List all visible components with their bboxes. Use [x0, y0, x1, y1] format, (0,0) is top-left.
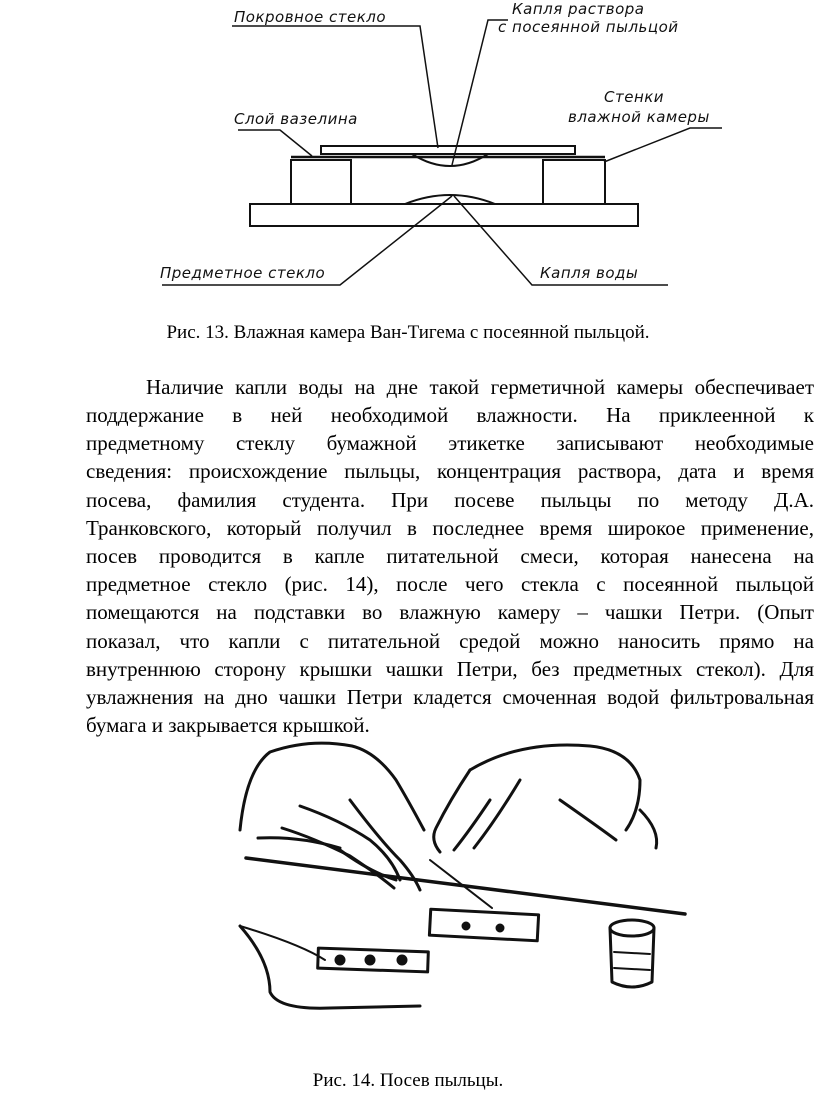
paragraph-line: предметному стеклу бумажной этикетке записывают необходимые: [86, 431, 814, 456]
paragraph-line: показал, что капли с питательной средой можно наносить прямо на: [86, 628, 814, 653]
label-cover-glass: Покровное стекло: [234, 8, 387, 26]
water-drop-shape: [405, 195, 495, 204]
label-slide-glass: Предметное стекло: [160, 264, 326, 282]
chamber-wall-right: [543, 160, 605, 204]
moist-chamber-diagram: [0, 0, 816, 310]
paragraph-line: внутреннюю сторону крышки чашки Петри, без предметных стекол). Для: [86, 656, 814, 681]
paragraph-line: предметное стекло (рис. 14), после чего стекла с посеянной пыльцой: [86, 572, 814, 597]
chamber-wall-left: [291, 160, 351, 204]
paragraph-line: поддержание в ней необходимой влажности. На приклеенной к: [86, 403, 814, 427]
label-vaseline-layer: Слой вазелина: [234, 110, 358, 128]
paragraph-line: сведения: происхождение пыльцы, концентрация раствора, дата и время: [86, 459, 814, 484]
cover-glass-shape: [321, 146, 575, 154]
paragraph-line: посев проводится в капле питательной смеси, которая нанесена на: [86, 544, 814, 569]
label-water-drop: Капля воды: [540, 264, 639, 282]
label-drop-solution-2: с посеянной пыльцой: [498, 18, 679, 36]
paragraph-line: Наличие капли воды на дне такой герметичной камеры обеспечивает: [146, 375, 814, 399]
label-chamber-walls-1: Стенки: [604, 88, 665, 106]
figure-14-caption: Рис. 14. Посев пыльцы.: [312, 1070, 504, 1091]
pollen-sowing-illustration: [0, 730, 816, 1050]
label-drop-solution-1: Капля раствора: [512, 0, 645, 18]
paragraph-line: посева, фамилия студента. При посеве пыльцы по методу Д.А.: [86, 487, 814, 512]
paragraph-line: увлажнения на дно чашки Петри кладется смоченная водой фильтровальная: [86, 685, 814, 710]
paragraph-line: помещаются на подставки во влажную камеру – чашки Петри. (Опыт: [86, 600, 814, 625]
paragraph-line: Транковского, который получил в последнее время широкое применение,: [86, 515, 814, 540]
figure-13-caption: Рис. 13. Влажная камера Ван-Тигема с посеянной пыльцой.: [166, 322, 650, 343]
paragraph-line: бумага и закрывается крышкой.: [86, 713, 370, 738]
label-chamber-walls-2: влажной камеры: [568, 108, 710, 126]
body-paragraph-rest: [86, 401, 814, 739]
slide-glass-shape: [250, 204, 638, 226]
